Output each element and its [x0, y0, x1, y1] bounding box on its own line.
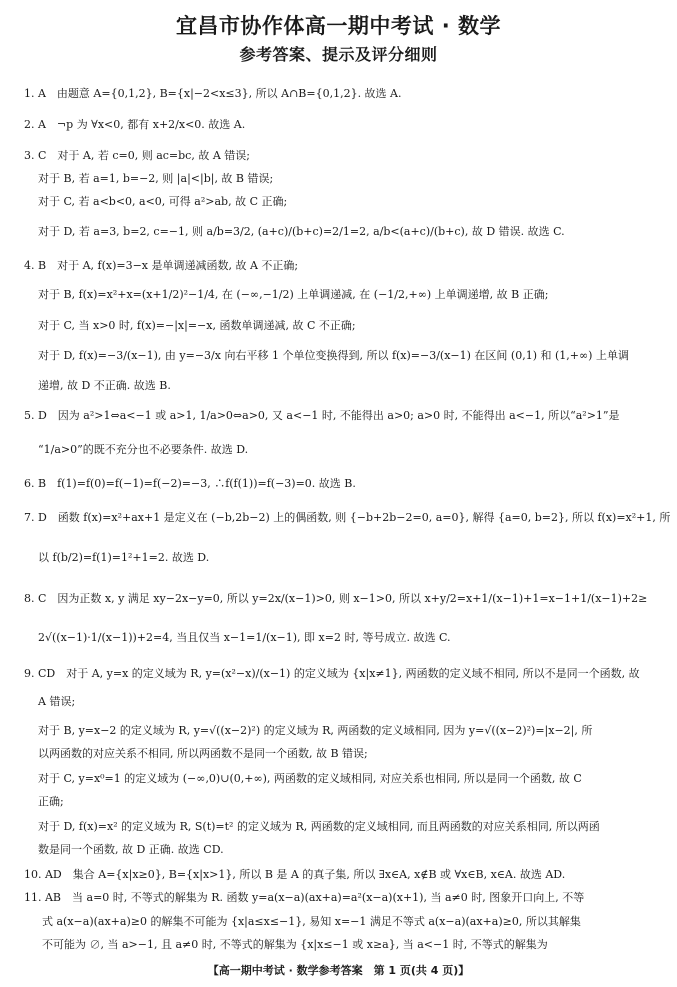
answer-1: 1. A 由题意 A={0,1,2}, B={x|−2<x≤3}, 所以 A∩B={0,1,2}. 故选 A.	[24, 87, 402, 100]
answer-8: 8. C 因为正数 x, y 满足 xy−2x−y=0, 所以 y=2x/(x−1)>0, 则 x−1>0, 所以 x+y/2=x+1/(x−1)+1=x−1+1/(x−1)+2≥	[24, 592, 648, 605]
page-subtitle: 参考答案、提示及评分细则	[239, 45, 438, 64]
answer-2: 2. A ¬p 为 ∀x<0, 都有 x+2/x<0. 故选 A.	[24, 118, 246, 131]
answer-4-line-4: 对于 D, f(x)=−3/(x−1), 由 y=−3/x 向右平移 1 个单位变换得到, 所以 f(x)=−3/(x−1) 在区间 (0,1) 和 (1,+∞) 上单调	[38, 349, 629, 362]
answer-9-line-2: A 错误;	[38, 695, 76, 708]
answer-3-line-3: 对于 C, 若 a<b<0, a<0, 可得 a²>ab, 故 C 正确;	[38, 195, 288, 208]
answer-9-line-6: 正确;	[38, 795, 64, 808]
answer-9-line-8: 数是同一个函数, 故 D 正确. 故选 CD.	[38, 843, 224, 856]
answer-4: 4. B 对于 A, f(x)=3−x 是单调递减函数, 故 A 不正确;	[24, 259, 299, 272]
answer-9-line-4: 以两函数的对应关系不相同, 所以两函数不是同一个函数, 故 B 错误;	[38, 747, 368, 760]
answer-11: 11. AB 当 a=0 时, 不等式的解集为 R. 函数 y=a(x−a)(ax+a)=a²(x−a)(x+1), 当 a≠0 时, 图象开口向上, 不等	[24, 891, 585, 904]
answer-5-line-2: “1/a>0”的既不充分也不必要条件. 故选 D.	[38, 443, 249, 456]
answer-9-line-5: 对于 C, y=x⁰=1 的定义域为 (−∞,0)∪(0,+∞), 两函数的定义域相同, 对应关系也相同, 所以是同一个函数, 故 C	[38, 772, 582, 785]
answer-11-line-3: 不可能为 ∅, 当 a>−1, 且 a≠0 时, 不等式的解集为 {x|x≤−1 或 x≥a}, 当 a<−1 时, 不等式的解集为	[42, 938, 548, 951]
answer-9-line-7: 对于 D, f(x)=x² 的定义域为 R, S(t)=t² 的定义域为 R, 两函数的定义域相同, 而且两函数的对应关系相同, 所以两函	[38, 820, 600, 833]
answer-7-line-2: 以 f(b/2)=f(1)=1²+1=2. 故选 D.	[38, 551, 210, 564]
answer-5: 5. D 因为 a²>1⇔a<−1 或 a>1, 1/a>0⇔a>0, 又 a<−1 时, 不能得出 a>0; a>0 时, 不能得出 a<−1, 所以“a²>1”是	[24, 409, 620, 422]
answer-9: 9. CD 对于 A, y=x 的定义域为 R, y=(x²−x)/(x−1) 的定义域为 {x|x≠1}, 两函数的定义域不相同, 所以不是同一个函数, 故	[24, 667, 640, 680]
answer-4-line-5: 递增, 故 D 不正确. 故选 B.	[38, 379, 171, 392]
answer-3-line-2: 对于 B, 若 a=1, b=−2, 则 |a|<|b|, 故 B 错误;	[38, 172, 274, 185]
page-footer: 【高一期中考试 · 数学参考答案 第 1 页(共 4 页)】	[207, 964, 470, 977]
answer-6: 6. B f(1)=f(0)=f(−1)=f(−2)=−3, ∴f(f(1))=f(−3)=0. 故选 B.	[24, 477, 356, 490]
answer-9-line-3: 对于 B, y=x−2 的定义域为 R, y=√((x−2)²) 的定义域为 R, 两函数的定义域相同, 因为 y=√((x−2)²)=|x−2|, 所	[38, 724, 593, 737]
answer-3-line-4: 对于 D, 若 a=3, b=2, c=−1, 则 a/b=3/2, (a+c)/(b+c)=2/1=2, a/b<(a+c)/(b+c), 故 D 错误. 故选 C.	[38, 225, 565, 238]
answer-3: 3. C 对于 A, 若 c=0, 则 ac=bc, 故 A 错误;	[24, 149, 250, 162]
answer-8-line-2: 2√((x−1)·1/(x−1))+2=4, 当且仅当 x−1=1/(x−1), 即 x=2 时, 等号成立. 故选 C.	[38, 631, 451, 644]
page-title: 宜昌市协作体高一期中考试 · 数学	[175, 14, 502, 38]
answer-10: 10. AD 集合 A={x|x≥0}, B={x|x>1}, 所以 B 是 A 的真子集, 所以 ∃x∈A, x∉B 或 ∀x∈B, x∈A. 故选 AD.	[24, 868, 566, 881]
answer-4-line-2: 对于 B, f(x)=x²+x=(x+1/2)²−1/4, 在 (−∞,−1/2) 上单调递减, 在 (−1/2,+∞) 上单调递增, 故 B 正确;	[38, 288, 549, 301]
answer-4-line-3: 对于 C, 当 x>0 时, f(x)=−|x|=−x, 函数单调递减, 故 C 不正确;	[38, 319, 356, 332]
answer-11-line-2: 式 a(x−a)(ax+a)≥0 的解集不可能为 {x|a≤x≤−1}, 易知 x=−1 满足不等式 a(x−a)(ax+a)≥0, 所以其解集	[42, 915, 581, 928]
answer-7: 7. D 函数 f(x)=x²+ax+1 是定义在 (−b,2b−2) 上的偶函数, 则 {−b+2b−2=0, a=0}, 解得 {a=0, b=2}, 所以 f(x)=x²+1, 所	[24, 511, 671, 524]
